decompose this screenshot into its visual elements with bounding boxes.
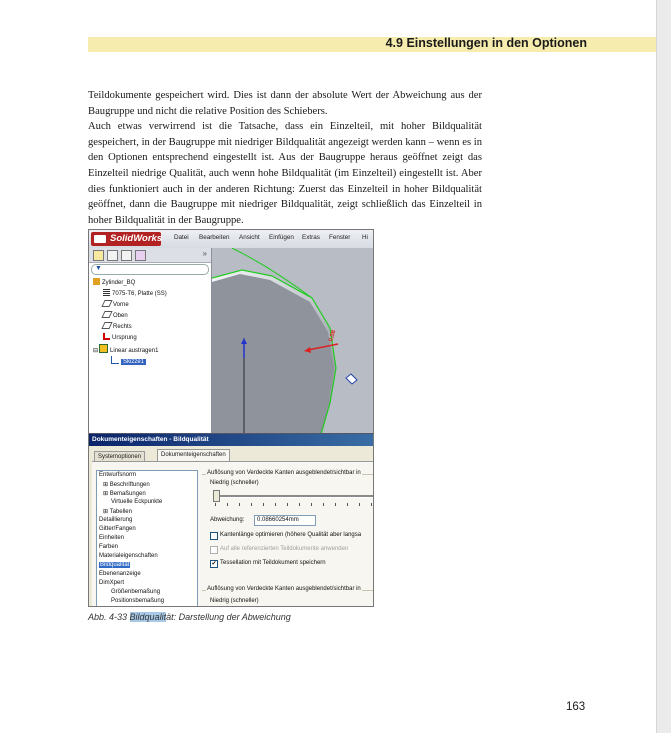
category-item[interactable]: ⊞ Bemaßungen bbox=[103, 491, 146, 497]
quality-slider-thumb[interactable] bbox=[213, 490, 220, 502]
expand-icon[interactable]: ⊞ bbox=[103, 491, 110, 497]
category-item-selected[interactable]: Bildqualität bbox=[100, 562, 130, 568]
caption-prefix: Abb. 4-33 bbox=[88, 612, 128, 622]
menu-bearbeiten[interactable]: Bearbeiten bbox=[199, 234, 230, 241]
plane-icon bbox=[101, 322, 112, 329]
plane-icon bbox=[101, 311, 112, 318]
dimension-label: 0,08 bbox=[328, 329, 338, 343]
solidworks-logo bbox=[91, 232, 161, 246]
menu-bar bbox=[89, 230, 373, 249]
menu-datei[interactable]: Datei bbox=[174, 234, 189, 241]
page-edge bbox=[656, 0, 671, 733]
quality-slider-track[interactable] bbox=[213, 495, 373, 498]
tree-item-vorne[interactable]: Vorne bbox=[103, 300, 129, 308]
solidworks-screenshot bbox=[88, 229, 374, 607]
tree-item-extrude[interactable]: ⊟ Linear austragen1 bbox=[93, 344, 158, 354]
paragraph-1: Teildokumente gespeichert wird. Dies ist dann der absolute Wert der Abweichung aus der Baugruppe und nicht die relative Position des Schiebers. bbox=[88, 90, 482, 117]
paragraph-2: Auch etwas verwirrend ist die Tatsache, dass ein Einzelteil, mit hoher Bildqualität gespeichert, in der Baugruppe mit niedriger Bildqualität angezeigt werden kann – wenn es in den Optionen entsprechend eingestellt ist. Aus der Baugruppe heraus geöffnet zeigt das Einzelteil niedrige Qualität, auch wenn hohe Bildqualität (im Einzelteil) eingestellt ist. Aber dies funktioniert auch in der anderen Richtung: Zuerst das Einzelteil in hoher Bildqualität geöffnet, dann die Baugruppe mit niedriger Bildqualität, zeigt schließlich das Einzelteil in hoher Bildqualität in der Baugruppe. bbox=[88, 121, 482, 226]
category-item[interactable]: Ebenenanzeige bbox=[99, 571, 141, 577]
tab-systemoptionen[interactable]: Systemoptionen bbox=[94, 451, 145, 462]
optimize-checkbox[interactable] bbox=[210, 532, 218, 540]
category-item[interactable]: Positionsbemaßung bbox=[111, 598, 165, 604]
dialog-title: Dokumenteigenschaften - Bildqualität bbox=[89, 434, 374, 446]
slider-ticks bbox=[215, 503, 373, 506]
feature-toolbar bbox=[89, 248, 211, 263]
extrude-icon bbox=[99, 344, 108, 353]
category-list[interactable] bbox=[96, 470, 198, 607]
material-icon bbox=[103, 289, 110, 296]
origin-icon bbox=[103, 333, 110, 340]
category-item[interactable]: Materialeigenschaften bbox=[99, 553, 158, 559]
deviation-input[interactable]: 0.08660254mm bbox=[254, 515, 316, 526]
feature-tree-icon[interactable] bbox=[93, 250, 104, 261]
sketch-icon bbox=[111, 356, 119, 364]
slider-label: Niedrig (schneller) bbox=[210, 480, 259, 486]
save-tessellation-label: Tessellation mit Teildokument speichern bbox=[220, 560, 326, 566]
body-text bbox=[88, 88, 482, 228]
save-tessellation-checkbox[interactable]: ✔ bbox=[211, 561, 217, 567]
menu-extras[interactable]: Extras bbox=[302, 234, 320, 241]
page-number: 163 bbox=[566, 701, 586, 713]
collapse-icon[interactable]: ⊟ bbox=[93, 348, 99, 354]
category-item[interactable]: Einheiten bbox=[99, 535, 125, 541]
figure-caption bbox=[88, 612, 291, 622]
tree-item-part[interactable]: Zylinder_BQ bbox=[93, 278, 135, 286]
tab-dokumenteigenschaften[interactable]: Dokumenteigenschaften bbox=[157, 449, 230, 462]
group1-title: Auflösung von Verdeckte Kanten ausgeblendet/sichtbar in bbox=[207, 470, 361, 476]
dimxpert-icon[interactable] bbox=[135, 250, 146, 261]
apply-all-label: Auf alle referenzierten Teildokumente anwenden bbox=[220, 546, 349, 552]
slider2-label: Niedrig (schneller) bbox=[210, 598, 259, 604]
category-item[interactable]: Farben bbox=[99, 544, 119, 550]
dialog-panel bbox=[92, 461, 373, 607]
chevron-right-icon[interactable]: » bbox=[202, 249, 207, 258]
category-item[interactable]: Gitter/Fangen bbox=[99, 526, 136, 532]
deviation-label: Abweichung: bbox=[210, 517, 245, 523]
feature-manager bbox=[89, 248, 212, 438]
category-item[interactable]: Detaillierung bbox=[99, 517, 133, 523]
expand-icon[interactable]: ⊞ bbox=[103, 509, 110, 515]
section-title: 4.9 Einstellungen in den Optionen bbox=[385, 36, 587, 50]
category-item[interactable]: ⊞ Beschriftungen bbox=[103, 482, 150, 488]
logo-text: SolidWorks bbox=[110, 233, 163, 244]
caption-highlight: Bildqualit bbox=[129, 612, 167, 622]
menu-einfuegen[interactable]: Einfügen bbox=[269, 234, 294, 241]
expand-icon[interactable]: ⊞ bbox=[103, 482, 110, 488]
logo-mark-icon bbox=[94, 235, 106, 243]
tree-item-oben[interactable]: Oben bbox=[103, 311, 128, 319]
configuration-icon[interactable] bbox=[121, 250, 132, 261]
category-item[interactable]: DimXpert bbox=[99, 580, 125, 586]
optimize-label: Kantenlänge optimieren (höhere Qualität aber langsa bbox=[220, 532, 362, 538]
document-properties-dialog bbox=[89, 433, 373, 607]
category-item[interactable]: Größenbemaßung bbox=[111, 589, 161, 595]
menu-ansicht[interactable]: Ansicht bbox=[239, 234, 260, 241]
part-icon bbox=[93, 278, 100, 285]
cylinder-view bbox=[212, 248, 373, 438]
category-item[interactable]: Entwurfsnorm bbox=[99, 472, 137, 478]
category-item[interactable]: ⊞ Tabellen bbox=[103, 509, 132, 515]
tree-item-rechts[interactable]: Rechts bbox=[103, 322, 132, 330]
property-manager-icon[interactable] bbox=[107, 250, 118, 261]
caption-rest: ät: Darstellung der Abweichung bbox=[166, 612, 291, 622]
menu-hilfe[interactable]: Hi bbox=[362, 234, 368, 241]
tree-item-material[interactable]: 7075-T6, Platte (SS) bbox=[103, 289, 167, 297]
tree-item-ursprung[interactable]: Ursprung bbox=[103, 333, 137, 341]
filter-input[interactable] bbox=[91, 264, 209, 275]
tree-item-sketch[interactable]: Skizze1 bbox=[111, 356, 146, 365]
plane-icon bbox=[101, 300, 112, 307]
category-item[interactable]: Virtuelle Eckpunkte bbox=[111, 499, 163, 505]
filter-icon: ▼ bbox=[95, 265, 102, 272]
graphics-area[interactable] bbox=[212, 248, 373, 438]
apply-all-checkbox[interactable] bbox=[210, 546, 218, 554]
menu-fenster[interactable]: Fenster bbox=[329, 234, 351, 241]
group2-title: Auflösung von Verdeckte Kanten ausgeblendet/sichtbar in bbox=[207, 586, 361, 592]
